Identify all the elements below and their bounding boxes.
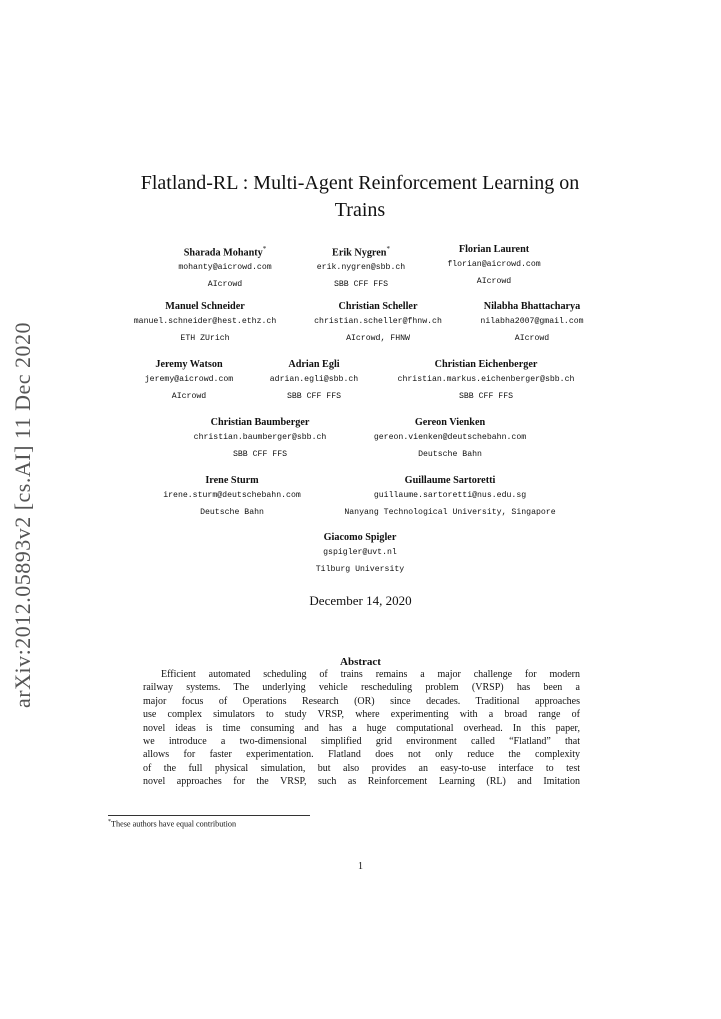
author-name: Guillaume Sartoretti [404,475,496,486]
page-number: 1 [358,861,363,872]
abstract-line: railway systems. The underlying vehicle rescheduling problem (VRSP) has been a [143,682,580,694]
abstract-line: novel approaches for the VRSP, such as Reinforcement Learning (RL) and Imitation [143,776,580,788]
author-email: nilabha2007@gmail.com [480,317,584,326]
author-email: christian.baumberger@sbb.ch [193,433,327,442]
author-affiliation: AIcrowd [171,392,207,401]
author-name: Gereon Vienken [414,417,486,428]
author-name: Christian Scheller [338,301,418,312]
author-email: gspigler@uvt.nl [323,548,397,557]
author-affiliation: SBB CFF FFS [458,392,514,401]
author-name: Manuel Schneider [165,301,245,312]
abstract-line: of the full physical simulation, but also provides an easy-to-use interface to test [143,762,580,774]
abstract-line: we introduce a two-dimensional simplified grid environment called “Flatland” that [143,736,580,748]
author-email: jeremy@aicrowd.com [144,375,234,384]
equal-contribution-mark: * [386,245,390,253]
author-email: gereon.vienken@deutschebahn.com [373,433,527,442]
author-affiliation: SBB CFF FFS [232,450,288,459]
author-name: Christian Eichenberger [434,359,538,370]
author-affiliation: Nanyang Technological University, Singapore [344,508,556,517]
author-block [150,416,370,463]
author-affiliation: SBB CFF FFS [333,280,389,290]
author-name: Jeremy Watson [155,359,223,370]
footnote [108,819,236,829]
author-affiliation: Deutsche Bahn [418,450,482,459]
publication-date: December 14, 2020 [309,593,412,608]
author-name: Adrian Egli [288,359,340,370]
paper-title [110,170,610,224]
author-email: christian.scheller@fhnw.ch [314,317,442,326]
author-affiliation: AIcrowd, FHNW [346,334,410,343]
author-email: florian@aicrowd.com [447,260,541,269]
paper-title-line-1: Flatland-RL : Multi-Agent Reinforcement Learning on [140,172,580,194]
equal-contribution-mark: * [262,245,267,253]
author-affiliation: Deutsche Bahn [200,508,264,517]
author-affiliation: ETH ZUrich [180,334,230,343]
author-name: Erik Nygren [332,247,387,259]
abstract-text [143,668,580,789]
author-email: christian.markus.eichenberger@sbb.ch [397,375,575,384]
author-name: Christian Baumberger [210,417,310,428]
author-affiliation: AIcrowd [207,280,243,290]
author-email: mohanty@aicrowd.com [178,263,272,273]
author-block [376,358,596,405]
author-block [422,300,642,347]
author-email: manuel.schneider@hest.ethz.ch [133,317,277,326]
footnote-text: These authors have equal contribution [111,819,237,829]
abstract-line: novel ideas is time consuming and has a huge computational overhead. In this paper, [143,722,580,734]
author-email: guillaume.sartoretti@nus.edu.sg [373,491,527,500]
arxiv-identifier: arXiv:2012.05893v2 [cs.AI] 11 Dec 2020 [10,322,35,708]
paper-title-line-2: Trains [334,199,386,221]
author-name: Nilabha Bhattacharya [483,301,581,312]
author-affiliation: AIcrowd [476,277,512,286]
author-name: Irene Sturm [205,475,259,486]
footnote-mark: * [108,819,111,825]
footnote-divider [108,815,310,816]
author-affiliation: SBB CFF FFS [286,392,342,401]
author-affiliation: AIcrowd [514,334,550,343]
author-name: Sharada Mohanty [183,247,263,259]
abstract-line: allows for faster experimentation. Flatland does not only reduce the complexity [143,749,580,761]
author-name: Giacomo Spigler [323,532,397,543]
author-affiliation: Tilburg University [315,565,405,574]
author-email: erik.nygren@sbb.ch [316,263,406,273]
author-block [340,416,560,463]
abstract-line: use complex simulators to study VRSP, where experimenting with a broad range of [143,709,580,721]
author-email: adrian.egli@sbb.ch [269,375,359,384]
author-block [340,474,560,521]
abstract-line: Efficient automated scheduling of trains remains a major challenge for modern [161,669,580,680]
abstract-line: major focus of Operations Research (OR) since decades. Traditional approaches [143,695,580,707]
author-block [250,531,470,578]
author-email: irene.sturm@deutschebahn.com [163,491,301,500]
abstract-heading: Abstract [340,656,381,668]
author-name: Florian Laurent [458,244,530,255]
author-block [384,243,604,290]
author-block [122,474,342,521]
